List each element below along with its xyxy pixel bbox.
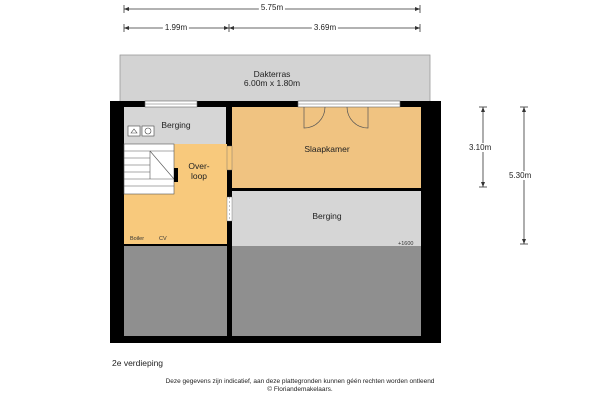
- stair-area: [124, 144, 174, 194]
- total-width-label: 5.75m: [260, 3, 284, 12]
- total-depth-label: 5.30m: [509, 171, 532, 180]
- disclaimer-line1: Deze gegevens zijn indicatief, aan deze plattegronden kunnen géén rechten worden ontleend: [165, 378, 435, 385]
- sloped-area-left: [124, 246, 227, 336]
- stair-wall-small: [174, 168, 178, 182]
- dakterras-size-label: 6.00m x 1.80m: [243, 78, 301, 88]
- slaapkamer-depth-label: 3.10m: [469, 143, 492, 152]
- overloop-label-line2: loop: [190, 171, 208, 181]
- sloped-area-right: [232, 246, 421, 336]
- height-mark-label: +1600: [398, 241, 414, 247]
- slaapkamer-label: Slaapkamer: [304, 144, 350, 154]
- disclaimer-text: [166, 378, 435, 394]
- boiler-label: Boiler: [130, 236, 145, 242]
- berging-small-label: Berging: [161, 120, 191, 130]
- overloop-label-line1: Over-: [188, 161, 210, 171]
- dakterras-label: Dakterras: [253, 69, 291, 79]
- overloop-door-opening: [227, 146, 232, 170]
- floor-level-label: 2e verdieping: [112, 358, 164, 368]
- right-width-label: 3.69m: [313, 23, 337, 32]
- berging-large-label: Berging: [312, 211, 342, 221]
- left-width-label: 1.99m: [164, 23, 188, 32]
- disclaimer-line2: © Floriandemakelaars.: [267, 386, 333, 393]
- cv-label: CV: [159, 236, 167, 242]
